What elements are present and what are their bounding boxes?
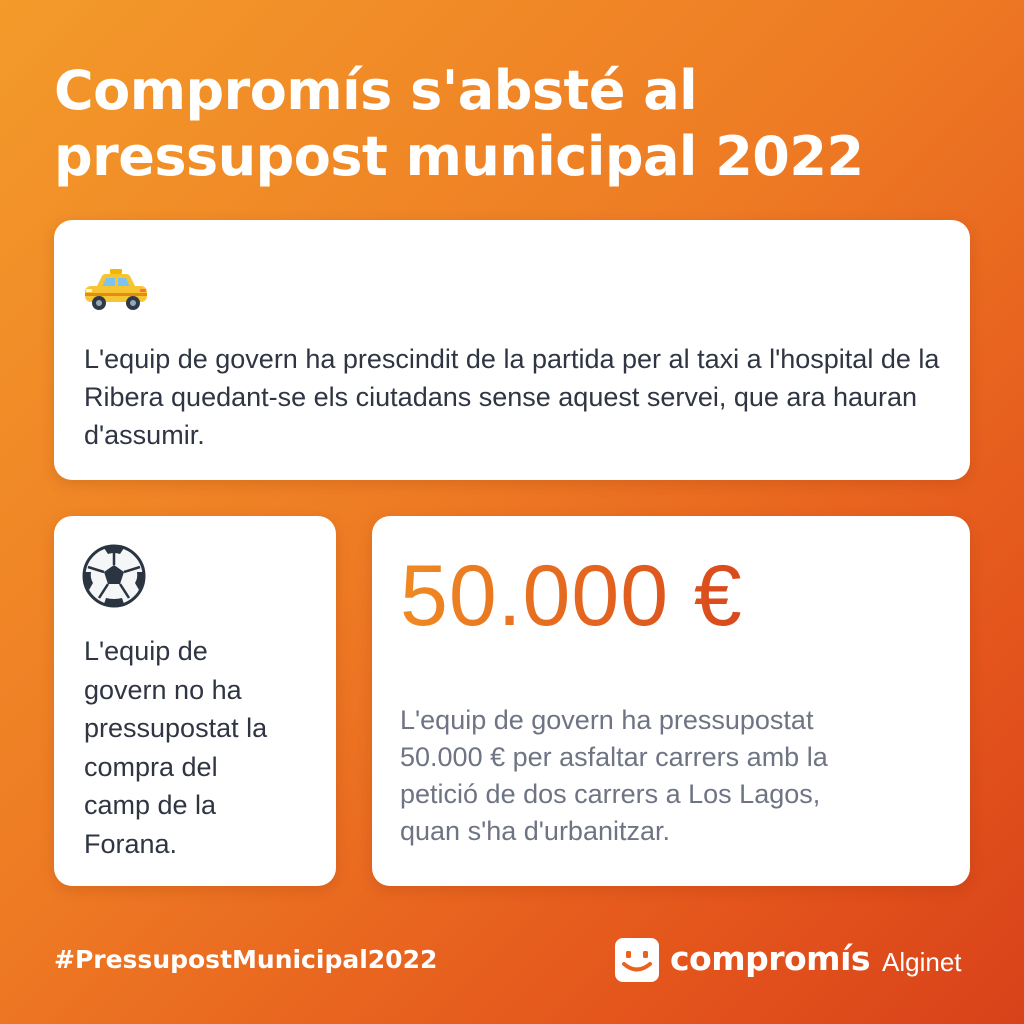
taxi-card-text: L'equip de govern ha prescindit de la partida per al taxi a l'hospital de la Ribera quedant-se els ciutadans sense aquest servei, que ara hauran d'assumir. <box>84 344 940 450</box>
smiley-logo-icon <box>614 937 660 983</box>
title-line-2: pressupost municipal 2022 <box>54 125 864 188</box>
budget-text-line: petició de dos carrers a Los Lagos, <box>400 779 821 809</box>
page-title <box>54 58 954 190</box>
budget-card-text <box>400 702 940 850</box>
football-text-line: L'equip de <box>84 636 208 666</box>
budget-text-line: quan s'ha d'urbanitzar. <box>400 816 670 846</box>
taxi-icon <box>82 268 150 312</box>
brand-location: Alginet <box>882 947 962 977</box>
football-card-text <box>84 632 324 863</box>
soccer-ball-icon <box>82 544 146 608</box>
budget-amount: 50.000 € <box>400 548 743 644</box>
title-line-1: Compromís s'absté al <box>54 59 698 122</box>
budget-text-line: 50.000 € per asfaltar carrers amb la <box>400 742 828 772</box>
budget-text-line: L'equip de govern ha pressupostat <box>400 705 814 735</box>
football-text-line: compra del <box>84 751 218 782</box>
football-text-line: camp de la <box>84 790 217 820</box>
brand-name: compromís <box>670 939 871 978</box>
brand-logo-group <box>614 934 994 988</box>
budget-card <box>372 516 970 886</box>
football-card <box>54 516 336 886</box>
football-text-line: Forana. <box>84 828 178 859</box>
hashtag: #PressupostMunicipal2022 <box>54 945 438 974</box>
taxi-card <box>54 220 970 480</box>
football-text-line: pressupostat la <box>84 713 268 743</box>
football-text-line: govern no ha <box>84 674 242 705</box>
